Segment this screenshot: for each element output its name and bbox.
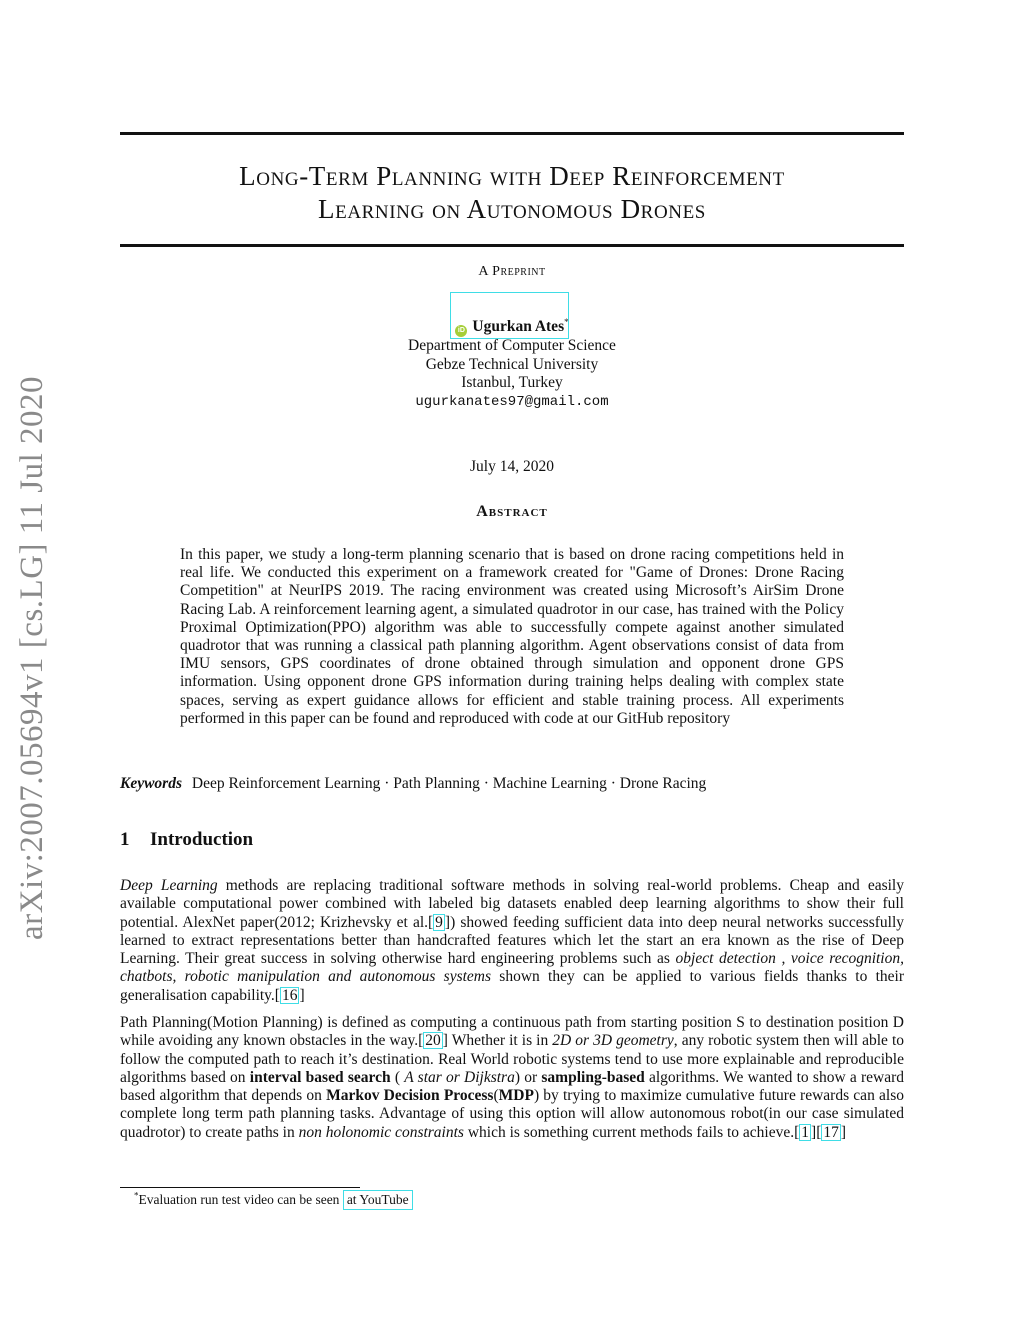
- text-run: ) or: [514, 1068, 542, 1086]
- text-em: Deep Learning: [120, 877, 218, 894]
- author-email[interactable]: ugurkanates97@gmail.com: [415, 393, 609, 410]
- keywords-line: [120, 775, 904, 793]
- keyword-separator: ·: [479, 775, 493, 792]
- citation-link[interactable]: 1: [801, 1123, 810, 1141]
- text-bold: MDP: [498, 1087, 534, 1105]
- text-run: ] Whether it is in: [442, 1032, 553, 1050]
- text-em: A star or Dijkstra: [404, 1068, 515, 1086]
- section-title: Introduction: [150, 829, 254, 850]
- section-number: 1: [120, 829, 130, 850]
- title-line-2: Learning on Autonomous Drones: [318, 194, 706, 224]
- text-em: non holonomic constraints: [298, 1123, 464, 1141]
- citation-link[interactable]: 16: [281, 986, 298, 1004]
- footnote-text: Evaluation run test video can be seen: [138, 1192, 343, 1207]
- paper-title: [120, 160, 904, 226]
- author-block: [120, 318, 904, 411]
- keyword-item: Drone Racing: [619, 775, 707, 792]
- youtube-link[interactable]: at YouTube: [343, 1190, 413, 1210]
- keyword-separator: ·: [606, 775, 620, 792]
- author-name[interactable]: Ugurkan Ates: [472, 318, 565, 335]
- preprint-label: A Preprint: [478, 264, 546, 279]
- author-location: Istanbul, Turkey: [461, 374, 563, 391]
- keyword-item: Deep Reinforcement Learning: [191, 775, 381, 792]
- footnote-rule: [120, 1187, 360, 1188]
- abstract-text: In this paper, we study a long-term planning scenario that is based on drone racing competitions held in real life. We conducted this experiment on a framework created for "Game of Drones: Drone Racing Competition" at NeurIPS 2019. The racing environment was created using Microsoft’s AirSim Drone Racing Lab. A reinforcement learning agent, a simulated quadrotor in our case, has trained with the Policy Proximal Optimization(PPO) algorithm was able to successfully compete against another simulated quadrotor that was running a classical path planning algorithm. Agent observations consist of data from IMU sensors, GPS coordinates of drone obtained through simulation and opponent drone GPS information. Using opponent drone GPS information during training helps dealing with complex state spaces, serving as expert guidance allows for efficient and stable training process. All experiments performed in this paper can be found and reproduced with code at our GitHub repository: [180, 546, 844, 727]
- keyword-separator: ·: [380, 775, 394, 792]
- keywords-label: Keywords: [120, 775, 182, 792]
- footnote: [134, 1190, 413, 1210]
- text-run: (: [493, 1087, 499, 1105]
- text-bold: sampling-based: [541, 1068, 645, 1086]
- arxiv-side-stamp: arXiv:2007.05694v1 [cs.LG] 11 Jul 2020: [14, 375, 50, 940]
- title-line-1: Long-Term Planning with Deep Reinforcement: [239, 161, 785, 191]
- text-run: ]: [299, 986, 305, 1004]
- paper-date: July 14, 2020: [470, 458, 554, 475]
- text-em: object detection , voice recognition, chatbots, robotic manipulation and autonomous systems: [120, 950, 904, 986]
- text-run: algorithms. We wanted to show a reward based algorithm that depends on: [120, 1068, 905, 1105]
- author-university: Gebze Technical University: [425, 355, 599, 373]
- section-heading-introduction: [120, 829, 253, 851]
- text-run: , any robotic system then will able to follow the computed path to reach it’s destination. Real World robotic systems tend to use more explainable and reproducible algorithms based on: [120, 1032, 904, 1086]
- text-run: ]) showed feeding sufficient data into deep neural networks successfully learned to extract representations better than handcrafted features which let the start an era known as the rise of Deep Learning. Their great success in solving otherwise hard engineering problems such as: [120, 913, 904, 968]
- text-run: ) by trying to maximize cumulative future rewards can also complete long term path planning tasks. Advantage of using this option will allow autonomous robot(in our case simulated quadrotor) to create paths in: [120, 1087, 904, 1141]
- author-line: [455, 318, 568, 337]
- intro-paragraph-2: [120, 1014, 904, 1142]
- keyword-item: Machine Learning: [492, 775, 607, 792]
- keyword-item: Path Planning: [393, 775, 480, 792]
- text-run: Path Planning(Motion Planning) is defined as computing a continuous path from starting position S to destination position D while avoiding any known obstacles in the way.[: [120, 1014, 904, 1050]
- text-run: ]: [840, 1123, 847, 1141]
- text-run: ][: [811, 1123, 822, 1141]
- text-run: methods are replacing traditional software methods in solving real-world problems. Cheap and easily available computational power combined with labeled big datasets enabled deep learning algorithms to show their full potential. AlexNet paper(2012; Krizhevsky et al.[: [120, 877, 904, 931]
- text-bold: Markov Decision Process: [326, 1087, 494, 1105]
- intro-paragraph-1: [120, 877, 904, 1005]
- citation-link[interactable]: 17: [823, 1123, 839, 1141]
- text-bold: interval based search: [249, 1068, 391, 1086]
- text-run: which is something current methods fails to achieve.[: [463, 1123, 800, 1141]
- text-run: shown they can be applied to various fields thanks to their generalisation capability.[: [120, 968, 905, 1004]
- footnote-mark: *: [134, 1190, 139, 1201]
- author-department: Department of Computer Science: [408, 337, 616, 354]
- author-footnote-mark[interactable]: *: [564, 316, 569, 327]
- title-bottom-rule: [120, 244, 904, 247]
- text-run: (: [390, 1068, 405, 1086]
- abstract-heading: Abstract: [476, 503, 548, 520]
- citation-link[interactable]: 20: [425, 1032, 441, 1050]
- citation-link[interactable]: 9: [435, 913, 443, 931]
- text-em: 2D or 3D geometry: [552, 1032, 674, 1050]
- title-top-rule: [120, 132, 904, 135]
- orcid-icon[interactable]: iD: [455, 325, 467, 337]
